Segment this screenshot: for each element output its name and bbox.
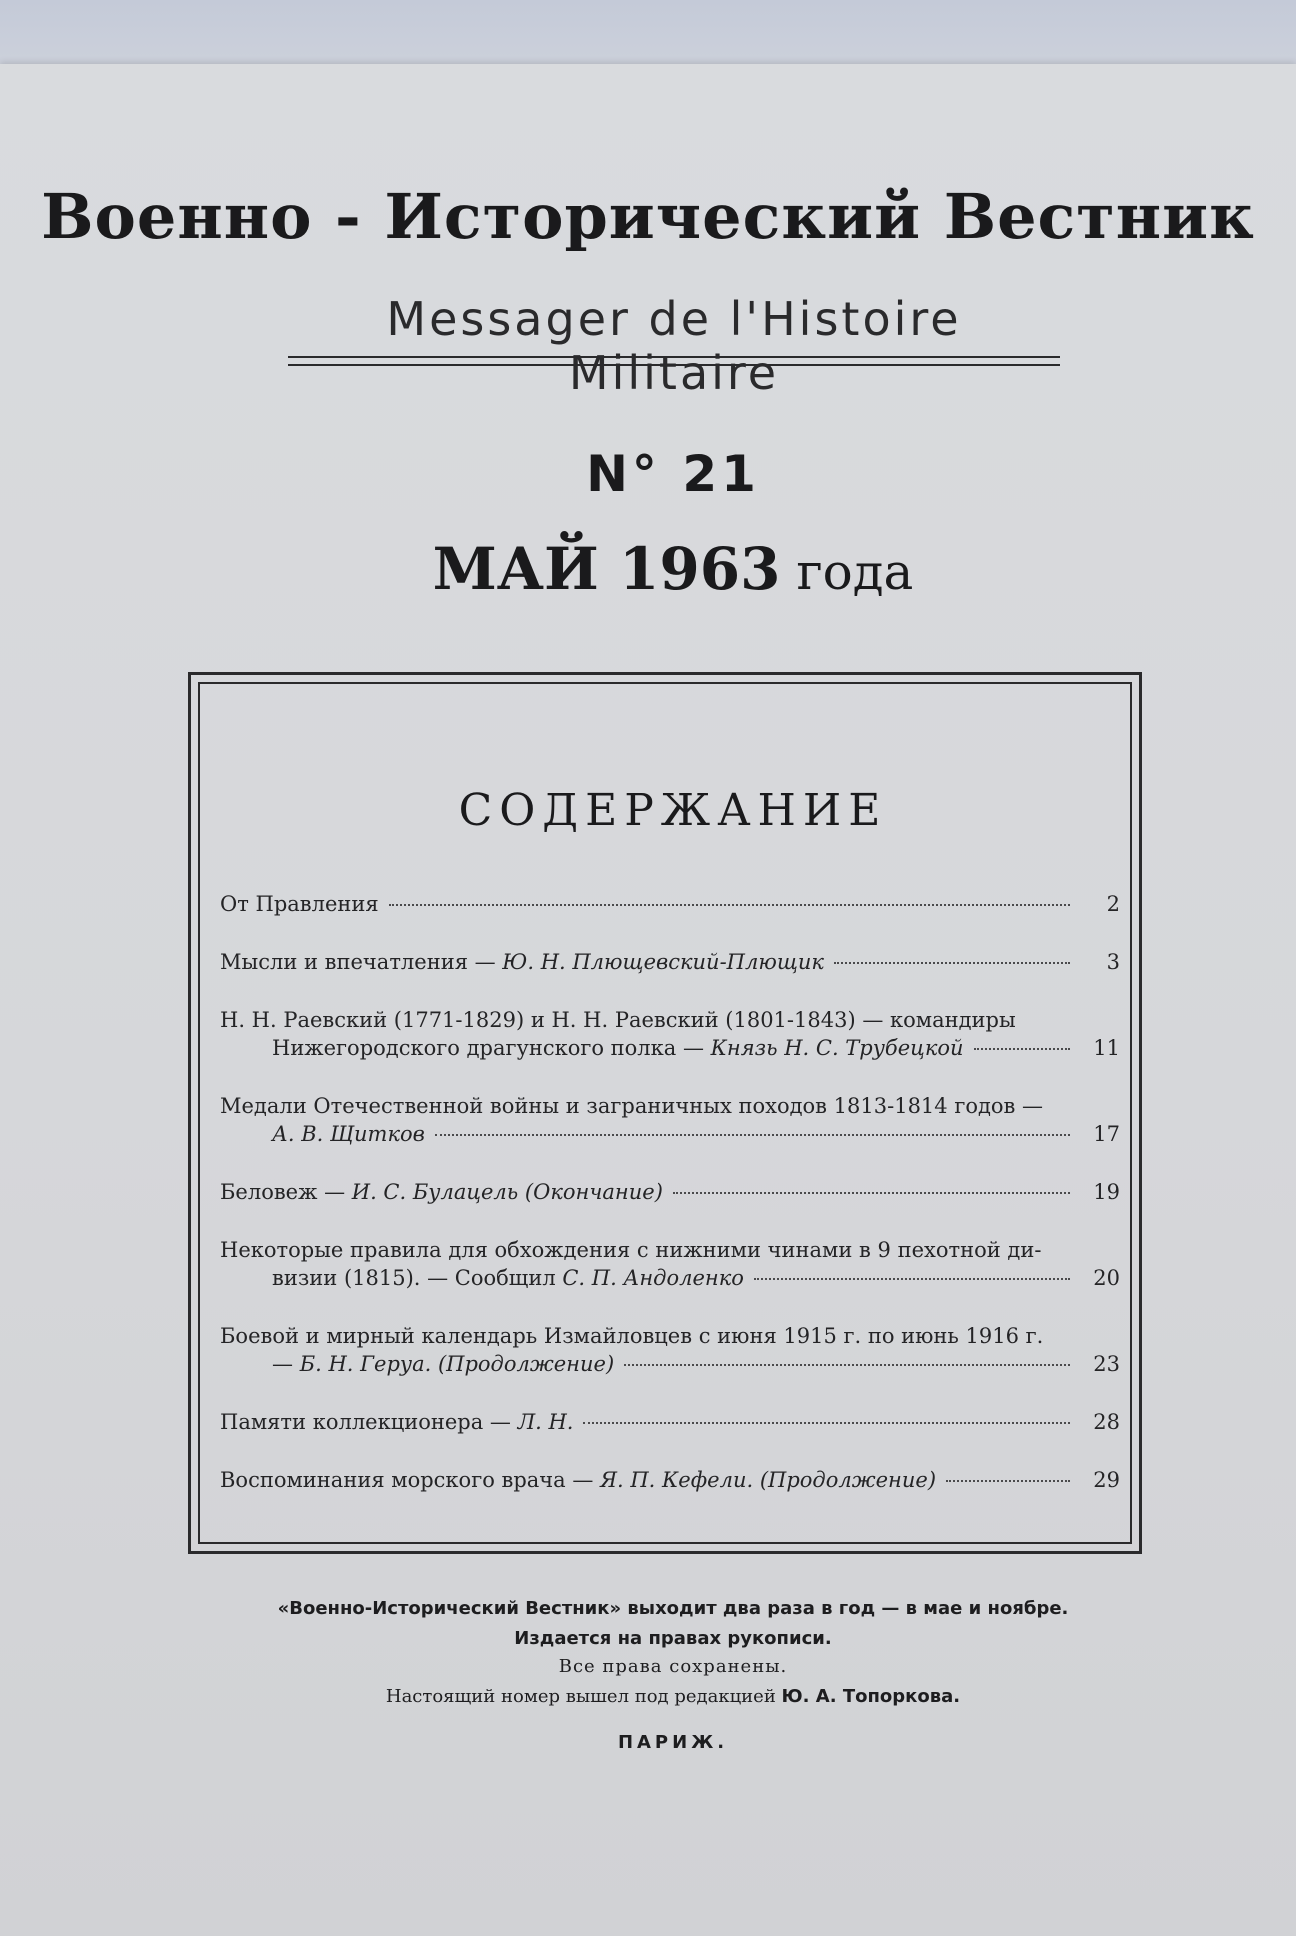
toc-entry-author: С. П. Андоленко	[562, 1266, 744, 1290]
toc-page-number: 20	[1093, 1266, 1120, 1290]
toc-entry-title: Воспоминания морского врача —	[220, 1468, 601, 1492]
toc-entry-7	[220, 1322, 1120, 1378]
toc-page-number: 2	[1106, 892, 1120, 916]
dot-leader	[754, 1278, 1070, 1280]
dot-leader	[946, 1480, 1070, 1482]
dot-leader	[673, 1192, 1070, 1194]
table-of-contents	[220, 890, 1120, 1524]
toc-page-number: 28	[1093, 1410, 1120, 1434]
manuscript-rights-note: Издается на правах рукописи.	[514, 1628, 832, 1649]
issue-number: N° 21	[586, 445, 760, 503]
toc-entry-author: Ю. Н. Плющевский-Плющик	[502, 950, 824, 974]
dot-leader	[624, 1364, 1070, 1366]
toc-entry-author: И. С. Булацель (Окончание)	[351, 1180, 663, 1204]
issue-date	[0, 535, 1296, 603]
journal-title-russian: Военно - Исторический Вестник	[41, 180, 1255, 253]
toc-entry-author: Б. Н. Геруа. (Продолжение)	[299, 1352, 615, 1376]
toc-entry-title: От Правления	[220, 892, 379, 916]
dot-leader	[974, 1048, 1070, 1050]
editor-note-text: Настоящий номер вышел под редакцией	[385, 1686, 782, 1707]
toc-entry-title: Некоторые правила для обхождения с нижними чинами в 9 пехотной ди-	[220, 1238, 1042, 1262]
toc-page-number: 19	[1093, 1180, 1120, 1204]
toc-entry-author: А. В. Щитков	[272, 1122, 425, 1146]
toc-entry-1	[220, 890, 1120, 918]
toc-entry-title: Беловеж —	[220, 1180, 352, 1204]
dot-leader	[583, 1422, 1070, 1424]
toc-entry-2	[220, 948, 1120, 976]
toc-entry-author: Я. П. Кефели. (Продолжение)	[600, 1468, 937, 1492]
toc-entry-title: Боевой и мирный календарь Измайловцев с июня 1915 г. по июнь 1916 г.	[220, 1324, 1044, 1348]
copyright-note: Все права сохранены.	[558, 1656, 788, 1677]
toc-entry-4	[220, 1092, 1120, 1148]
toc-entry-title-cont: визии (1815). — Сообщил	[272, 1266, 563, 1290]
toc-entry-title: Медали Отечественной войны и заграничных походов 1813-1814 годов —	[220, 1094, 1044, 1118]
toc-entry-9	[220, 1466, 1120, 1494]
toc-entry-title-cont: Нижегородского драгунского полка —	[272, 1036, 711, 1060]
toc-entry-6	[220, 1236, 1120, 1292]
journal-title-french: Messager de l'Histoire Militaire	[386, 292, 962, 400]
publication-city: ПАРИЖ.	[617, 1732, 729, 1753]
dot-leader	[389, 904, 1070, 906]
publication-frequency: «Военно-Исторический Вестник» выходит два раза в год — в мае и ноябре.	[277, 1598, 1069, 1619]
dot-leader	[834, 962, 1070, 964]
toc-entry-3	[220, 1006, 1120, 1062]
issue-date-word: года	[796, 543, 914, 601]
toc-entry-title: Памяти коллекционера —	[220, 1410, 518, 1434]
toc-entry-title: Мысли и впечатления —	[220, 950, 503, 974]
toc-entry-8	[220, 1408, 1120, 1436]
issue-date-main: МАЙ 1963	[432, 535, 781, 603]
editor-name: Ю. А. Топоркова.	[781, 1686, 961, 1707]
editor-note	[0, 1686, 1296, 1707]
toc-page-number: 11	[1093, 1036, 1120, 1060]
toc-page-number: 17	[1093, 1122, 1120, 1146]
contents-heading: СОДЕРЖАНИЕ	[458, 785, 888, 836]
toc-entry-author: Князь Н. С. Трубецкой	[710, 1036, 964, 1060]
toc-page-number: 29	[1093, 1468, 1120, 1492]
title-double-rule	[288, 356, 1060, 366]
toc-entry-author: Л. Н.	[517, 1410, 574, 1434]
dot-leader	[435, 1134, 1070, 1136]
toc-page-number: 23	[1093, 1352, 1120, 1376]
toc-entry-title: Н. Н. Раевский (1771-1829) и Н. Н. Раевский (1801-1843) — командиры	[220, 1008, 1016, 1032]
toc-entry-5	[220, 1178, 1120, 1206]
toc-entry-title-cont: —	[272, 1352, 300, 1376]
toc-page-number: 3	[1106, 950, 1120, 974]
